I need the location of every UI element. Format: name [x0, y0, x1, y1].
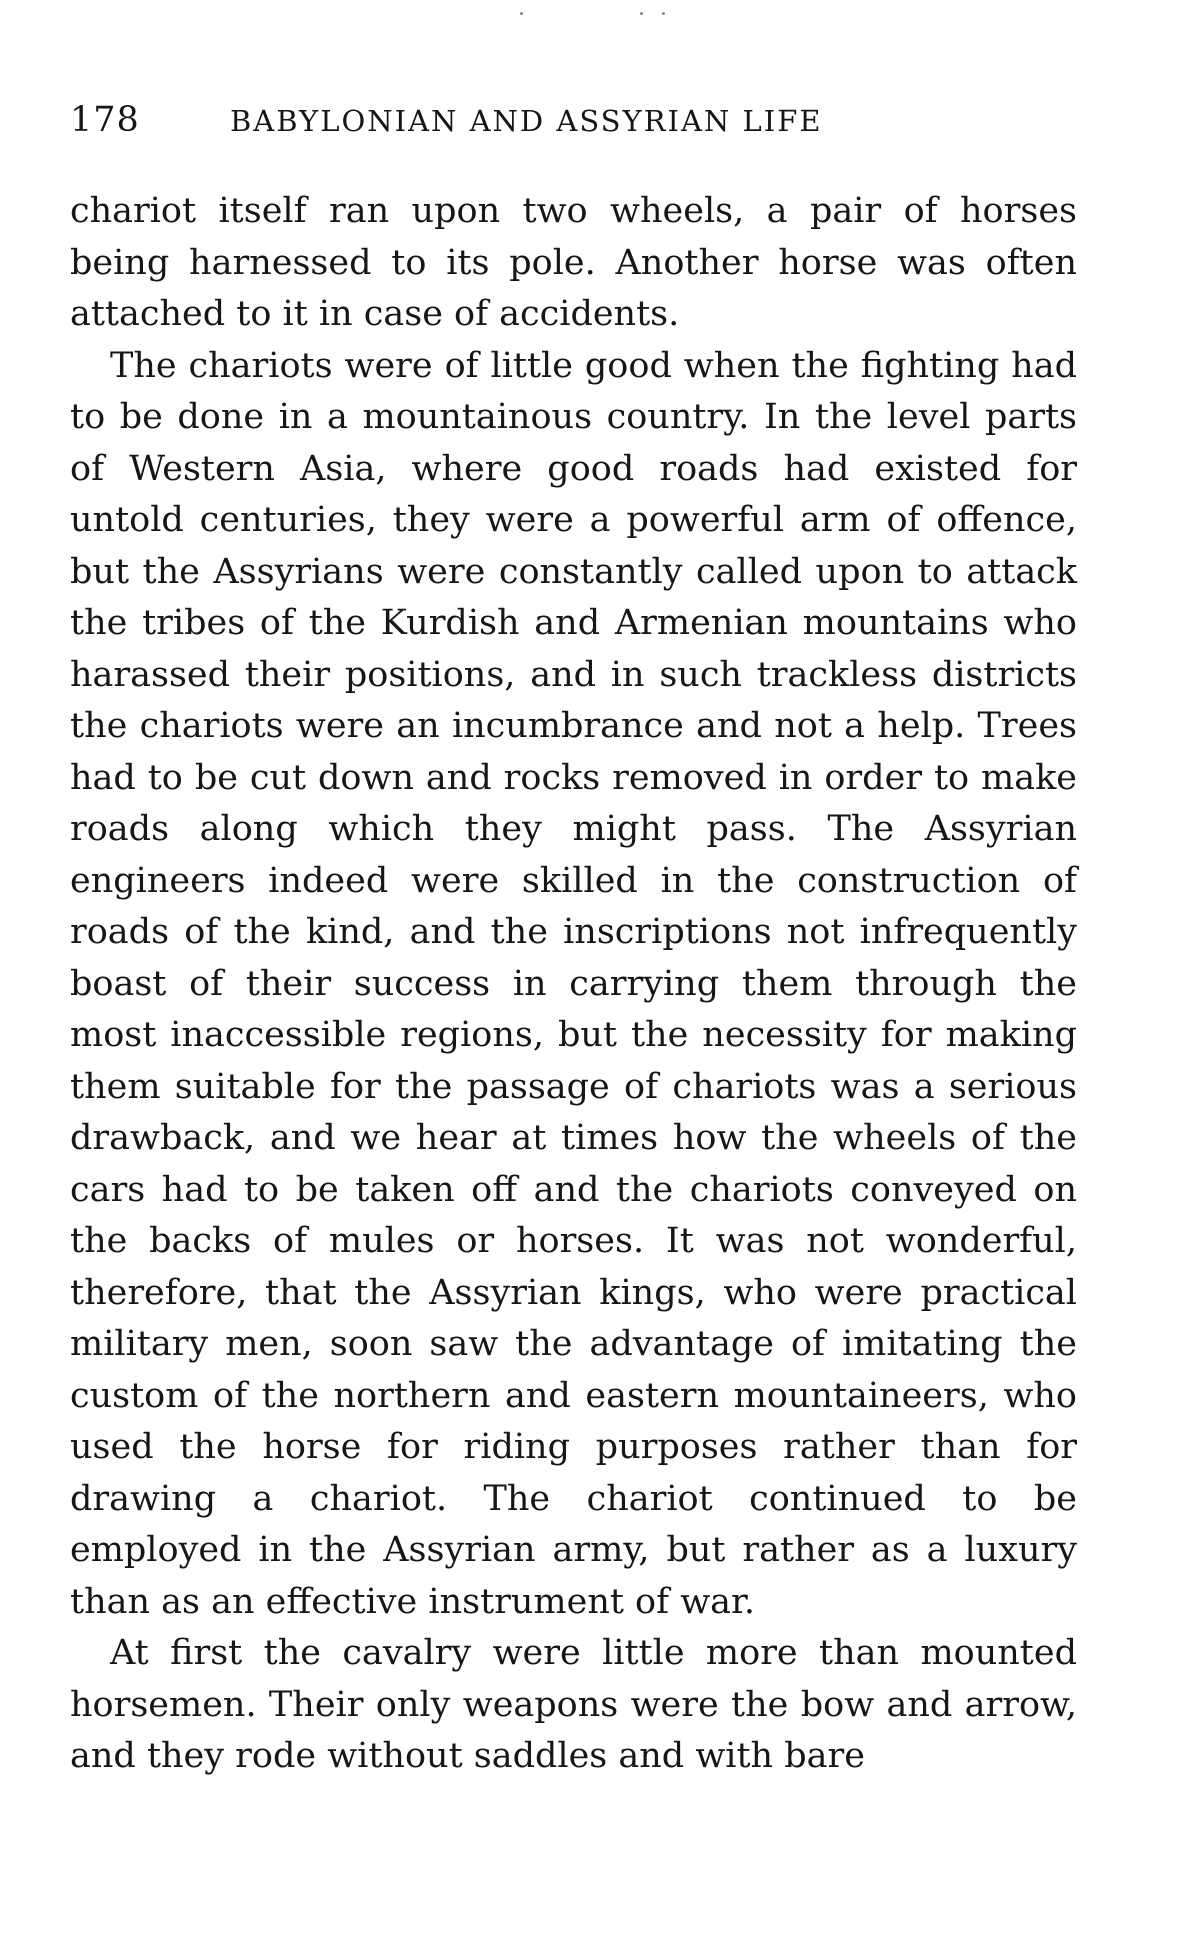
running-head: BABYLONIAN AND ASSYRIAN LIFE	[230, 104, 823, 138]
scan-speck	[640, 12, 643, 15]
scan-speck	[662, 12, 665, 15]
paragraph: At first the cavalry were little more than mounted horsemen. Their only weapons were the bow and arrow, and they rode without saddles and with bare	[70, 1633, 1077, 1776]
scan-speck	[520, 12, 523, 15]
page-number: 178	[70, 100, 140, 140]
page-header	[70, 100, 1080, 150]
paragraph: The chariots were of little good when the fighting had to be done in a mountainous country. In the level parts of Western Asia, where good roads had existed for untold centuries, they were a powerful arm of offence, but the Assyrians were constantly called upon to attack the tribes of the Kurdish and Armenian mountains who harassed their positions, and in such trackless districts the chariots were an incumbrance and not a help. Trees had to be cut down and rocks removed in order to make roads along which they might pass. The Assyrian engineers indeed were skilled in the construction of roads of the kind, and the inscriptions not infrequently boast of their success in carrying them through the most inaccessible regions, but the necessity for making them suitable for the passage of chariots was a serious drawback, and we hear at times how the wheels of the cars had to be taken off and the chariots conveyed on the backs of mules or horses. It was not wonderful, therefore, that the Assyrian kings, who were practical military men, soon saw the advantage of imitating the custom of the northern and eastern mountaineers, who used the horse for riding purposes rather than for drawing a chariot. The chariot continued to be employed in the Assyrian army, but rather as a luxury than as an effective instrument of war.	[70, 345, 1077, 1622]
paragraph: chariot itself ran upon two wheels, a pair of horses being harnessed to its pole. Another horse was often attached to it in case of accidents.	[70, 191, 1077, 334]
body-text	[70, 186, 1077, 1783]
